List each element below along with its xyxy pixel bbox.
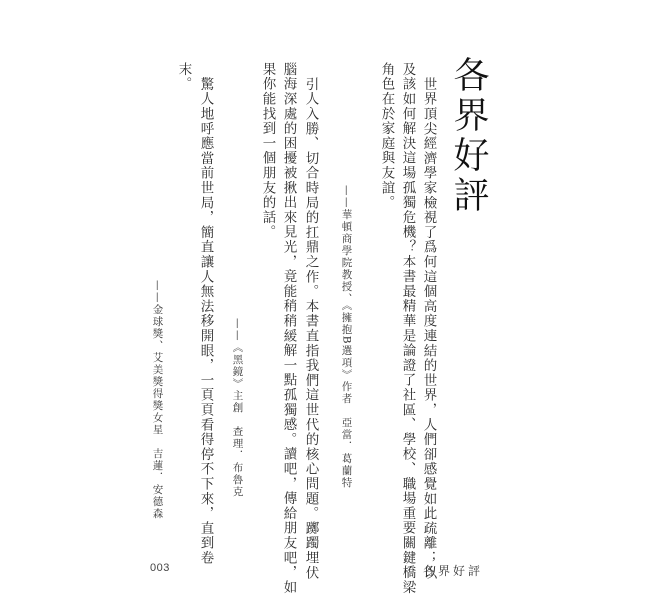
review-3-line-2: 末。 — [175, 62, 192, 92]
page-number: 003 — [150, 562, 170, 574]
review-2-line-1: 引人入勝、切合時局的扛鼎之作。本書直指我們這世代的核心問題。躑躅埋伏 — [302, 77, 319, 581]
review-2-line-3: 果你能找到一個朋友的話。 — [259, 62, 276, 240]
review-1-line-2: 及該如何解決這場孤獨危機？本書最精華是論證了社區、學校、職場重要關鍵橋梁 — [399, 62, 416, 595]
review-1-attribution: ——華頓商學院教授、《擁抱B選項》作者 亞當．葛蘭特 — [340, 185, 353, 489]
review-2-line-2: 腦海深處的困擾被揪出來見光，竟能稍稍緩解一點孤獨感。讀吧，傳給朋友吧，如 — [280, 62, 297, 595]
running-head: 各界好評 — [423, 564, 484, 578]
review-3-attribution: ——金球獎、艾美獎得獎女星 吉蓮．安德森 — [151, 280, 164, 520]
section-title: 各界好評 — [448, 56, 489, 216]
review-3-line-1: 驚人地呼應當前世局，簡直讓人無法移開眼，一頁頁看得停不下來，直到卷 — [197, 77, 214, 566]
review-1-line-3: 角色在於家庭與友誼。 — [378, 62, 395, 210]
review-2-attribution: ——《黑鏡》主創 查理．布魯克 — [231, 318, 244, 498]
review-1-line-1: 世界頂尖經濟學家檢視了爲何這個高度連結的世界，人們卻感覺如此疏離；以 — [420, 77, 437, 581]
